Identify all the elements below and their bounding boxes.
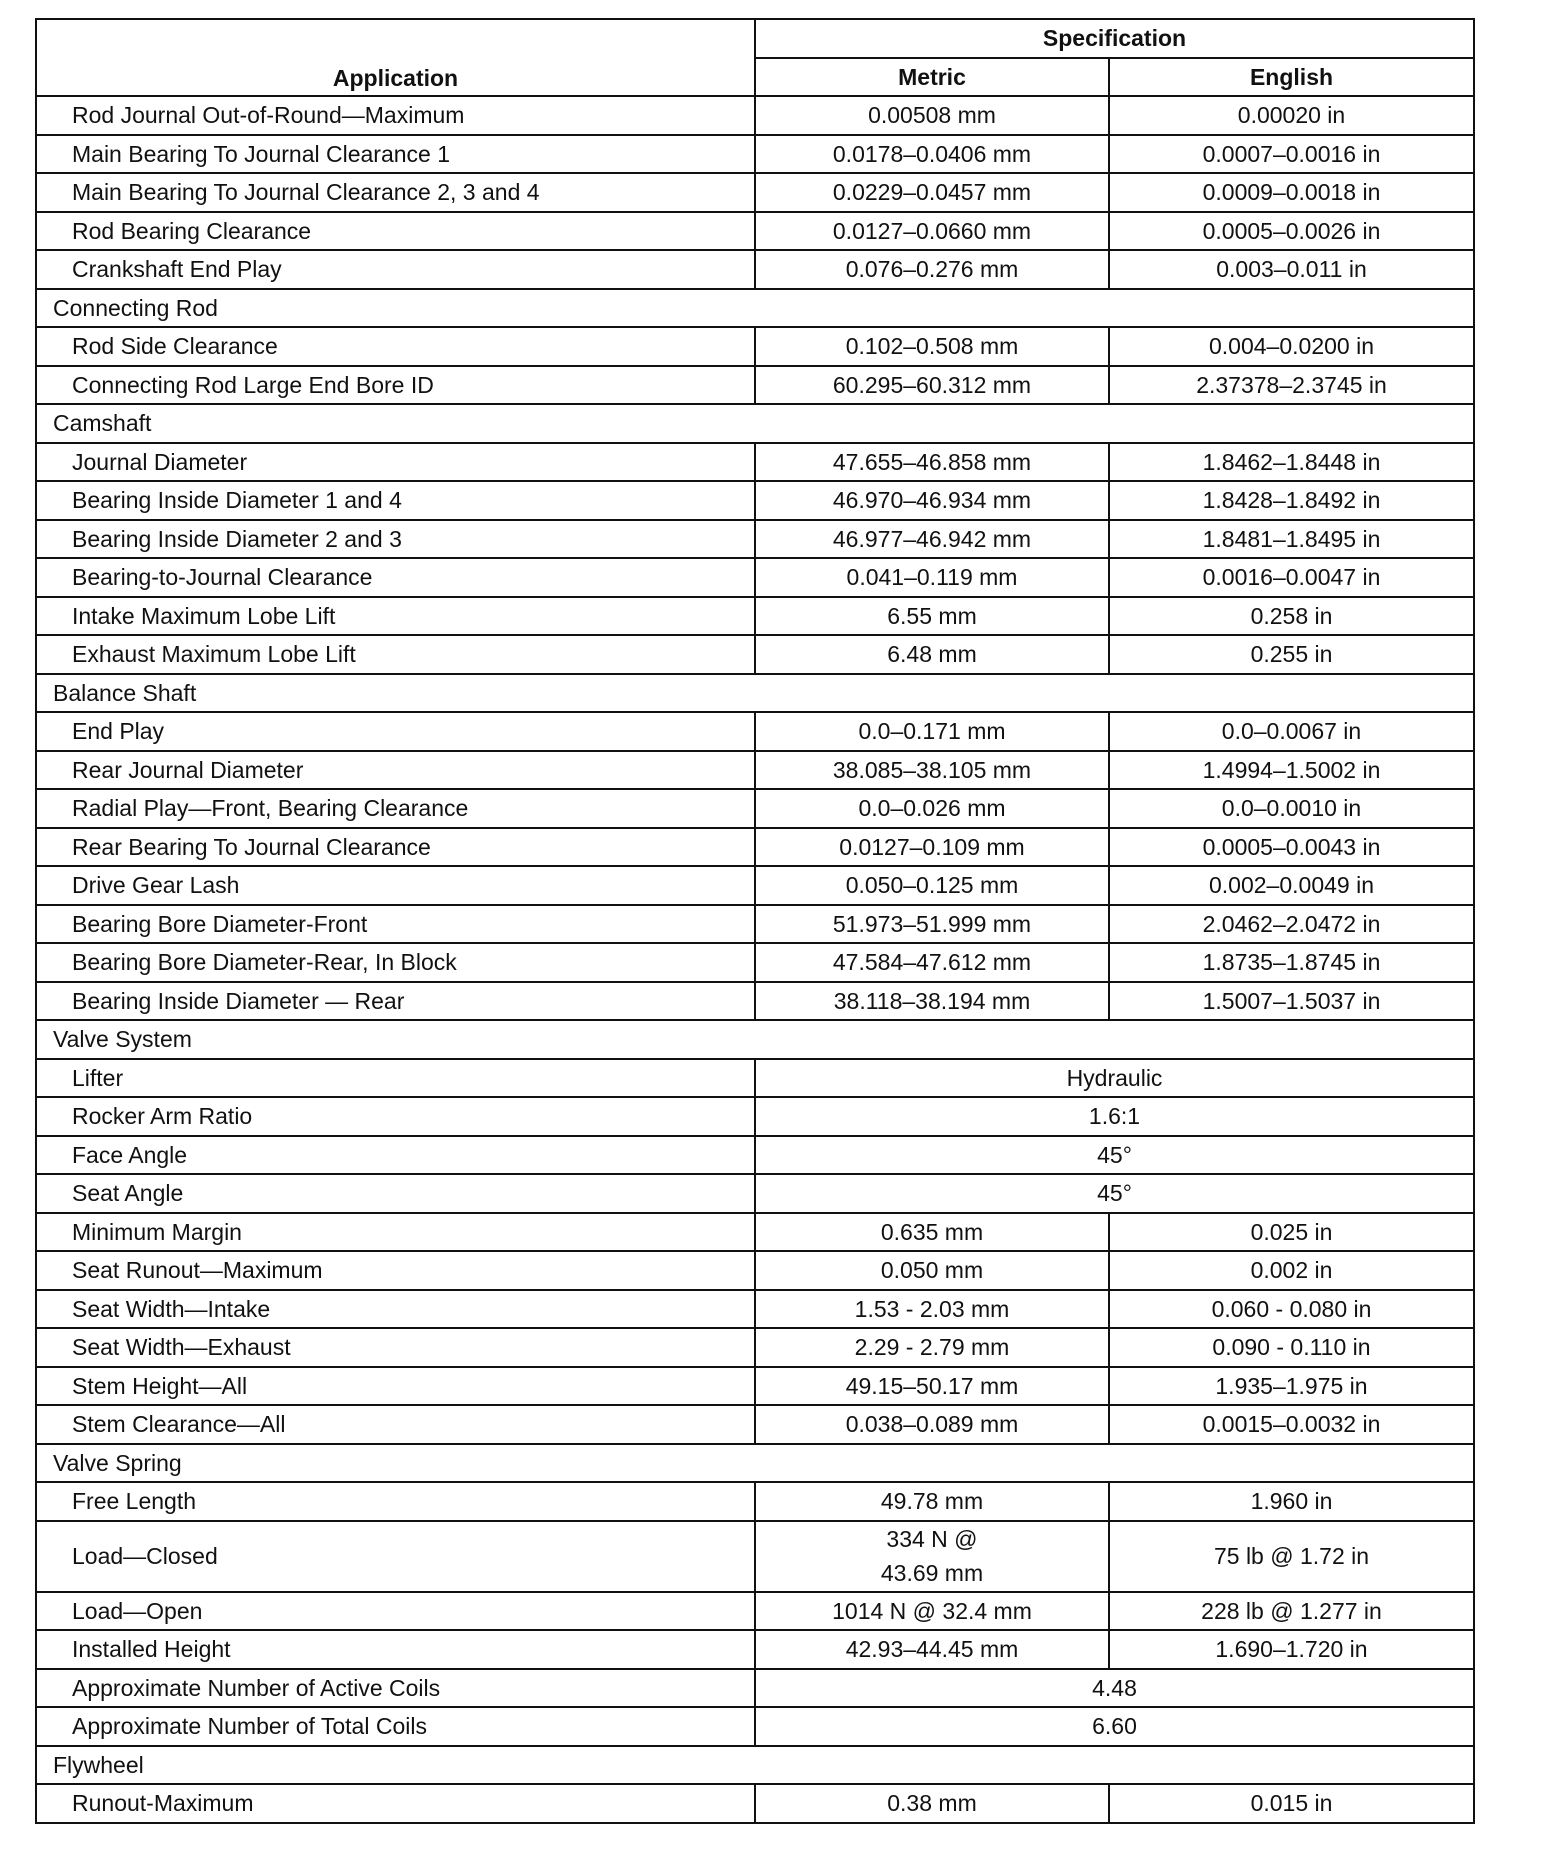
table-row: [36, 1097, 1474, 1136]
english-cell: 0.015 in: [1109, 1784, 1474, 1823]
header-metric: Metric: [755, 58, 1109, 97]
table-row: [36, 982, 1474, 1021]
table-row: [36, 366, 1474, 405]
application-cell: Lifter: [36, 1059, 755, 1098]
section-title: Flywheel: [36, 1746, 1474, 1785]
application-cell: Rear Bearing To Journal Clearance: [36, 828, 755, 867]
specification-cell: 6.60: [755, 1707, 1474, 1746]
application-cell: Main Bearing To Journal Clearance 2, 3 and 4: [36, 173, 755, 212]
table-row: [36, 597, 1474, 636]
table-row: [36, 1707, 1474, 1746]
application-cell: Radial Play—Front, Bearing Clearance: [36, 789, 755, 828]
section-row: [36, 1444, 1474, 1483]
metric-cell: 49.15–50.17 mm: [755, 1367, 1109, 1406]
metric-cell: 47.584–47.612 mm: [755, 943, 1109, 982]
section-title: Camshaft: [36, 404, 1474, 443]
application-cell: Rear Journal Diameter: [36, 751, 755, 790]
application-cell: Rocker Arm Ratio: [36, 1097, 755, 1136]
table-row: [36, 1405, 1474, 1444]
table-row: [36, 943, 1474, 982]
metric-cell: 0.0–0.026 mm: [755, 789, 1109, 828]
specification-cell: 45°: [755, 1136, 1474, 1175]
application-cell: Minimum Margin: [36, 1213, 755, 1252]
table-row: [36, 1367, 1474, 1406]
metric-cell: 38.085–38.105 mm: [755, 751, 1109, 790]
metric-cell: 1014 N @ 32.4 mm: [755, 1592, 1109, 1631]
table-row: [36, 1290, 1474, 1329]
english-cell: 0.0005–0.0043 in: [1109, 828, 1474, 867]
metric-cell: 0.076–0.276 mm: [755, 250, 1109, 289]
header-specification: Specification: [755, 19, 1474, 58]
english-cell: 1.8481–1.8495 in: [1109, 520, 1474, 559]
table-row: [36, 520, 1474, 559]
application-cell: Connecting Rod Large End Bore ID: [36, 366, 755, 405]
application-cell: Bearing Inside Diameter — Rear: [36, 982, 755, 1021]
application-cell: Bearing Inside Diameter 1 and 4: [36, 481, 755, 520]
metric-cell: 0.0127–0.109 mm: [755, 828, 1109, 867]
metric-cell: 38.118–38.194 mm: [755, 982, 1109, 1021]
table-row: [36, 1059, 1474, 1098]
specification-cell: 45°: [755, 1174, 1474, 1213]
section-title: Balance Shaft: [36, 674, 1474, 713]
table-row: [36, 1784, 1474, 1823]
metric-cell: 6.48 mm: [755, 635, 1109, 674]
application-cell: Main Bearing To Journal Clearance 1: [36, 135, 755, 174]
application-cell: Seat Angle: [36, 1174, 755, 1213]
metric-cell: 0.635 mm: [755, 1213, 1109, 1252]
table-row: [36, 135, 1474, 174]
table-row: [36, 905, 1474, 944]
table-row: [36, 1521, 1474, 1592]
application-cell: Stem Clearance—All: [36, 1405, 755, 1444]
table-row: [36, 327, 1474, 366]
metric-cell: 2.29 - 2.79 mm: [755, 1328, 1109, 1367]
application-cell: Face Angle: [36, 1136, 755, 1175]
english-cell: 0.060 - 0.080 in: [1109, 1290, 1474, 1329]
table-row: [36, 789, 1474, 828]
metric-cell: 49.78 mm: [755, 1482, 1109, 1521]
application-cell: Load—Open: [36, 1592, 755, 1631]
application-cell: Seat Runout—Maximum: [36, 1251, 755, 1290]
metric-cell: 0.0229–0.0457 mm: [755, 173, 1109, 212]
english-cell: 1.935–1.975 in: [1109, 1367, 1474, 1406]
application-cell: Seat Width—Intake: [36, 1290, 755, 1329]
application-cell: Exhaust Maximum Lobe Lift: [36, 635, 755, 674]
table-row: [36, 712, 1474, 751]
table-row: [36, 558, 1474, 597]
table-row: [36, 866, 1474, 905]
specification-cell: Hydraulic: [755, 1059, 1474, 1098]
application-cell: Runout-Maximum: [36, 1784, 755, 1823]
application-cell: Bearing Bore Diameter-Front: [36, 905, 755, 944]
metric-cell: 0.0–0.171 mm: [755, 712, 1109, 751]
english-cell: 0.025 in: [1109, 1213, 1474, 1252]
header-application: Application: [36, 19, 755, 96]
english-cell: 1.4994–1.5002 in: [1109, 751, 1474, 790]
english-cell: 0.090 - 0.110 in: [1109, 1328, 1474, 1367]
table-row: [36, 1328, 1474, 1367]
metric-line-1: 334 N @: [886, 1525, 978, 1552]
section-title: Connecting Rod: [36, 289, 1474, 328]
application-cell: Load—Closed: [36, 1521, 755, 1592]
section-row: [36, 404, 1474, 443]
application-cell: Seat Width—Exhaust: [36, 1328, 755, 1367]
metric-cell: 0.050–0.125 mm: [755, 866, 1109, 905]
application-cell: Bearing Bore Diameter-Rear, In Block: [36, 943, 755, 982]
english-cell: 0.0015–0.0032 in: [1109, 1405, 1474, 1444]
english-cell: 2.0462–2.0472 in: [1109, 905, 1474, 944]
metric-cell: 46.970–46.934 mm: [755, 481, 1109, 520]
english-cell: 1.690–1.720 in: [1109, 1630, 1474, 1669]
table-row: [36, 212, 1474, 251]
application-cell: Installed Height: [36, 1630, 755, 1669]
metric-cell: 0.102–0.508 mm: [755, 327, 1109, 366]
application-cell: Drive Gear Lash: [36, 866, 755, 905]
table-row: [36, 1174, 1474, 1213]
table-row: [36, 1136, 1474, 1175]
table-row: [36, 443, 1474, 482]
application-cell: Rod Bearing Clearance: [36, 212, 755, 251]
english-cell: 0.002 in: [1109, 1251, 1474, 1290]
table-row: [36, 828, 1474, 867]
specification-table: [35, 18, 1475, 1824]
table-row: [36, 1213, 1474, 1252]
application-cell: Approximate Number of Active Coils: [36, 1669, 755, 1708]
table-row: [36, 250, 1474, 289]
table-header: [36, 19, 1474, 96]
metric-cell: 46.977–46.942 mm: [755, 520, 1109, 559]
application-cell: Approximate Number of Total Coils: [36, 1707, 755, 1746]
metric-cell: [755, 1521, 1109, 1592]
section-row: [36, 289, 1474, 328]
specification-cell: 4.48: [755, 1669, 1474, 1708]
table-row: [36, 1482, 1474, 1521]
english-cell: 0.0007–0.0016 in: [1109, 135, 1474, 174]
table-row: [36, 751, 1474, 790]
section-row: [36, 1746, 1474, 1785]
section-row: [36, 674, 1474, 713]
english-cell: 228 lb @ 1.277 in: [1109, 1592, 1474, 1631]
english-cell: 2.37378–2.3745 in: [1109, 366, 1474, 405]
table-row: [36, 1630, 1474, 1669]
application-cell: Crankshaft End Play: [36, 250, 755, 289]
table-body: [36, 96, 1474, 1823]
application-cell: End Play: [36, 712, 755, 751]
metric-cell: 42.93–44.45 mm: [755, 1630, 1109, 1669]
english-cell: 1.5007–1.5037 in: [1109, 982, 1474, 1021]
english-cell: 0.0–0.0010 in: [1109, 789, 1474, 828]
section-title: Valve Spring: [36, 1444, 1474, 1483]
english-cell: 1.960 in: [1109, 1482, 1474, 1521]
metric-cell: 0.050 mm: [755, 1251, 1109, 1290]
metric-cell: 6.55 mm: [755, 597, 1109, 636]
metric-cell: 60.295–60.312 mm: [755, 366, 1109, 405]
table-row: [36, 1669, 1474, 1708]
english-cell: 0.0–0.0067 in: [1109, 712, 1474, 751]
specification-cell: 1.6:1: [755, 1097, 1474, 1136]
table-row: [36, 96, 1474, 135]
application-cell: Free Length: [36, 1482, 755, 1521]
application-cell: Rod Journal Out-of-Round—Maximum: [36, 96, 755, 135]
english-cell: 0.004–0.0200 in: [1109, 327, 1474, 366]
metric-cell: 47.655–46.858 mm: [755, 443, 1109, 482]
header-row-1: [36, 19, 1474, 58]
application-cell: Journal Diameter: [36, 443, 755, 482]
application-cell: Stem Height—All: [36, 1367, 755, 1406]
metric-cell: 0.0127–0.0660 mm: [755, 212, 1109, 251]
english-cell: 0.0009–0.0018 in: [1109, 173, 1474, 212]
metric-cell: 0.038–0.089 mm: [755, 1405, 1109, 1444]
metric-line-2: 43.69 mm: [880, 1560, 984, 1586]
application-cell: Intake Maximum Lobe Lift: [36, 597, 755, 636]
section-row: [36, 1020, 1474, 1059]
english-cell: 0.258 in: [1109, 597, 1474, 636]
metric-cell: 0.041–0.119 mm: [755, 558, 1109, 597]
metric-cell: 0.00508 mm: [755, 96, 1109, 135]
english-cell: 0.002–0.0049 in: [1109, 866, 1474, 905]
application-cell: Rod Side Clearance: [36, 327, 755, 366]
english-cell: 0.255 in: [1109, 635, 1474, 674]
table-row: [36, 173, 1474, 212]
english-cell: 0.00020 in: [1109, 96, 1474, 135]
english-cell: 0.0005–0.0026 in: [1109, 212, 1474, 251]
english-cell: 1.8428–1.8492 in: [1109, 481, 1474, 520]
table-row: [36, 481, 1474, 520]
header-english: English: [1109, 58, 1474, 97]
metric-value: [881, 1522, 983, 1591]
english-cell: 1.8735–1.8745 in: [1109, 943, 1474, 982]
english-cell: 1.8462–1.8448 in: [1109, 443, 1474, 482]
table-row: [36, 1251, 1474, 1290]
application-cell: Bearing Inside Diameter 2 and 3: [36, 520, 755, 559]
application-cell: Bearing-to-Journal Clearance: [36, 558, 755, 597]
metric-cell: 1.53 - 2.03 mm: [755, 1290, 1109, 1329]
metric-cell: 0.38 mm: [755, 1784, 1109, 1823]
section-title: Valve System: [36, 1020, 1474, 1059]
metric-cell: 0.0178–0.0406 mm: [755, 135, 1109, 174]
table-row: [36, 1592, 1474, 1631]
english-cell: 75 lb @ 1.72 in: [1109, 1521, 1474, 1592]
english-cell: 0.0016–0.0047 in: [1109, 558, 1474, 597]
metric-cell: 51.973–51.999 mm: [755, 905, 1109, 944]
english-cell: 0.003–0.011 in: [1109, 250, 1474, 289]
table-row: [36, 635, 1474, 674]
